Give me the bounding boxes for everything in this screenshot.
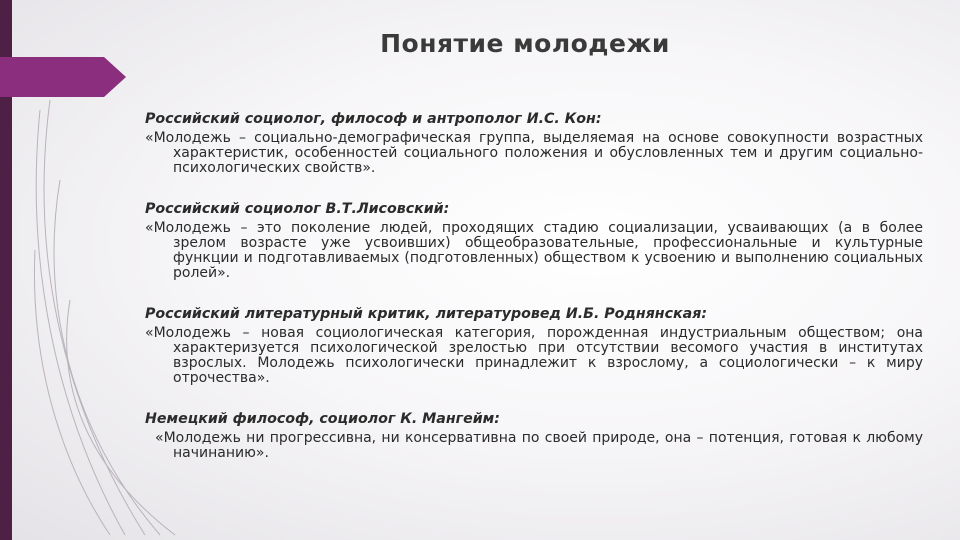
definition-block-kon — [145, 110, 923, 176]
definition-author: Российский литературный критик, литературовед И.Б. Роднянская: — [145, 306, 707, 322]
definitions-list — [145, 110, 923, 485]
page-title: Понятие молодежи — [380, 29, 670, 58]
definition-quote: «Молодежь – социально-демографическая группа, выделяемая на основе совокупности возрастных характеристик, особенностей социального положения и обусловленных тем и другим социально-психологических свойств». — [145, 130, 923, 176]
definition-quote: «Молодежь – новая социологическая категория, порожденная индустриальным обществом; она характеризуется психологической зрелостью при отсутствии весомого участия в институтах взрослых. Молодежь психологически принадлежит к взрослому, а социологически – к миру отрочества». — [145, 325, 923, 386]
definition-block-lisovsky — [145, 200, 923, 281]
definition-quote: «Молодежь – это поколение людей, проходящих стадию социализации, усваивающих (а в более зрелом возрасте уже усвоивших) общеобразовательные, профессиональные и культурные функции и подготавливаемых (подготовленных) обществом к усвоению и выполнению социальных ролей». — [145, 220, 923, 281]
definition-quote: «Молодежь ни прогрессивна, ни консервативна по своей природе, она – потенция, готовая к любому начинанию». — [155, 430, 923, 461]
definition-author: Немецкий философ, социолог К. Мангейм: — [145, 411, 500, 427]
definition-author: Российский социолог В.Т.Лисовский: — [145, 201, 450, 217]
definition-block-rodnyanskaya — [145, 305, 923, 386]
definition-block-mannheim — [145, 410, 923, 461]
definition-author: Российский социолог, философ и антрополог И.С. Кон: — [145, 111, 602, 127]
